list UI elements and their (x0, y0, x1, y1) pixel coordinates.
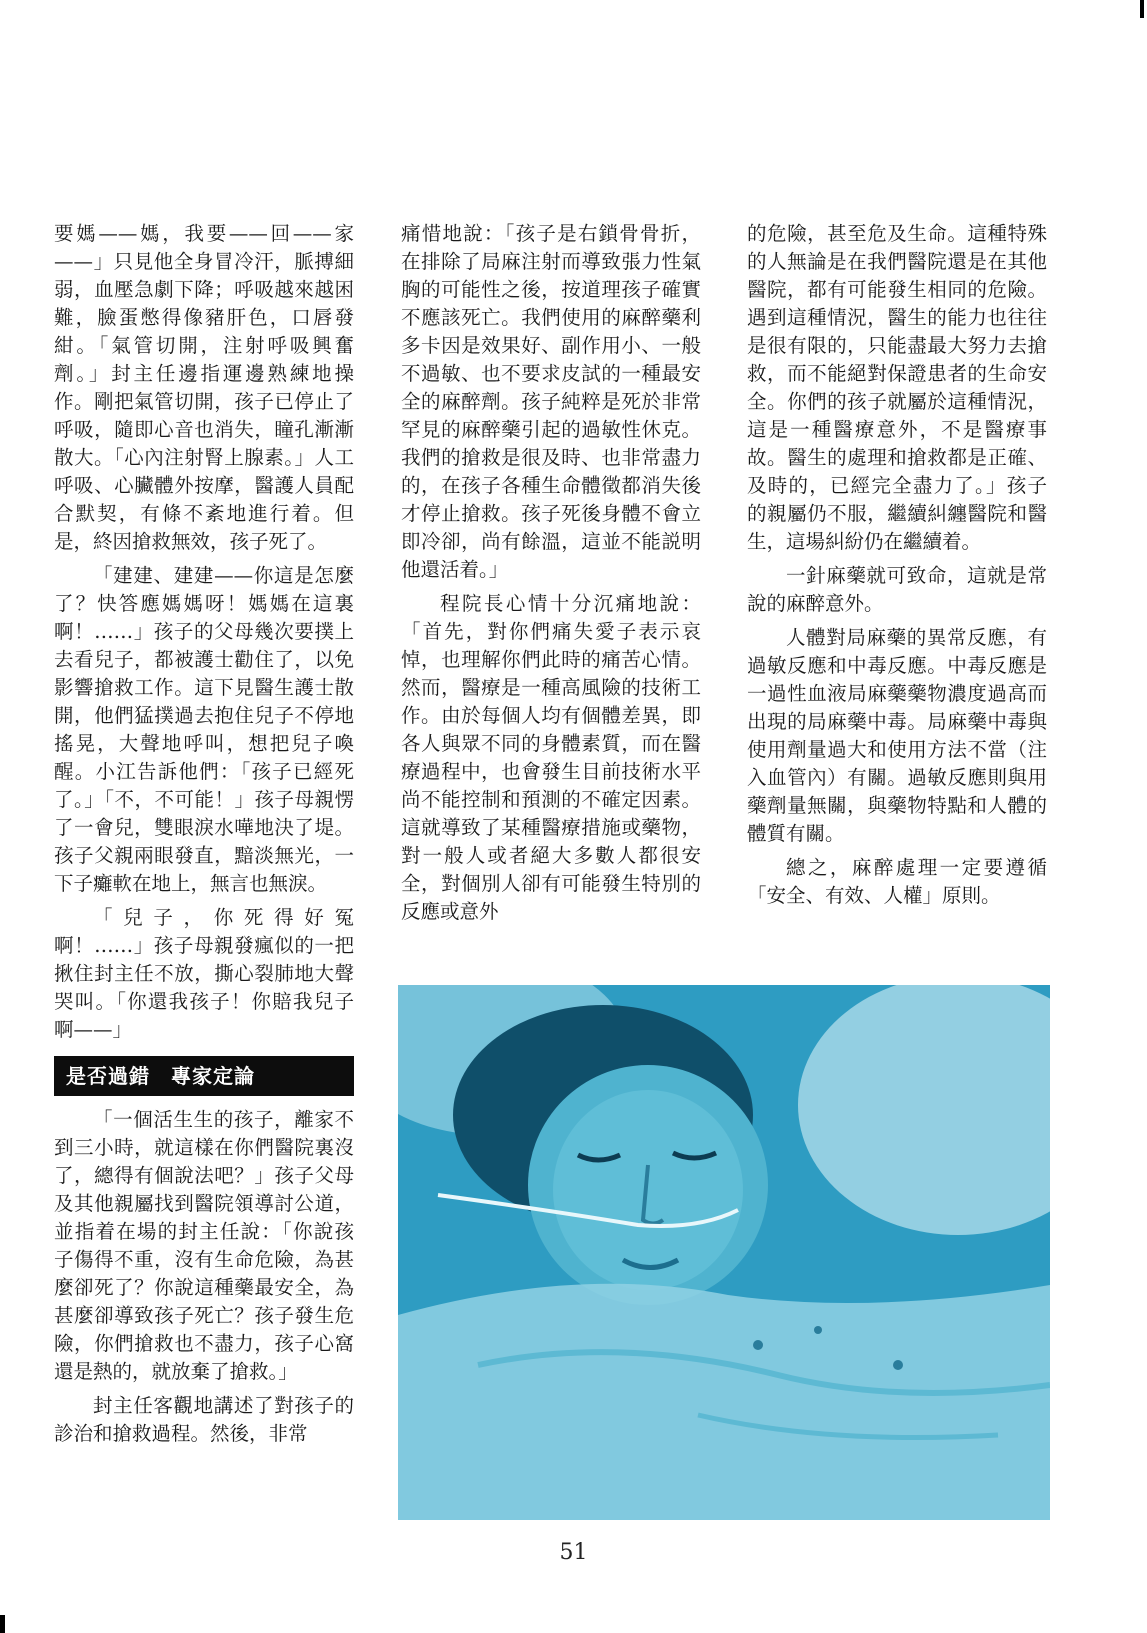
middle-column (401, 220, 701, 932)
paragraph: 的危險，甚至危及生命。這種特殊的人無論是在我們醫院還是在其他醫院，都有可能發生相同的危險。遇到這種情況，醫生的能力也往往是很有限的，只能盡最大努力去搶救，而不能絕對保證患者的生命安全。你們的孩子就屬於這種情況，這是一種醫療意外，不是醫療事故。醫生的處理和搶救都是正確、及時的，已經完全盡力了。」孩子的親屬仍不服，繼續糾纏醫院和醫生，這場糾紛仍在繼續着。 (747, 222, 1047, 553)
paragraph: 程院長心情十分沉痛地說：「首先，對你們痛失愛子表示哀悼，也理解你們此時的痛苦心情。然而，醫療是一種高風險的技術工作。由於每個人均有個體差異，即各人與眾不同的身體素質，而在醫療過程中，也會發生目前技術水平尚不能控制和預測的不確定因素。這就導致了某種醫療措施或藥物，對一般人或者絕大多數人都很安全，對個別人卻有可能發生特別的反應或意外 (401, 592, 701, 923)
patient-photo-illustration (398, 985, 1050, 1520)
paragraph: 「兒子，你死得好冤啊！……」孩子母親發瘋似的一把揪住封主任不放，撕心裂肺地大聲哭叫。「你還我孩子！你賠我兒子啊——」 (54, 906, 354, 1041)
paragraph: 總之，麻醉處理一定要遵循「安全、有效、人權」原則。 (747, 856, 1047, 907)
paragraph: 痛惜地說：「孩子是右鎖骨骨折，在排除了局麻注射而導致張力性氣胸的可能性之後，按道理孩子確實不應該死亡。我們使用的麻醉藥利多卡因是效果好、副作用小、一般不過敏、也不要求皮試的一種最安全的麻醉劑。孩子純粹是死於非常罕見的麻醉藥引起的過敏性休克。我們的搶救是很及時、也非常盡力的，在孩子各種生命體徵都消失後才停止搶救。孩子死後身體不會立即冷卻，尚有餘溫，這並不能説明他還活着。」 (401, 222, 701, 581)
paragraph: 要媽——媽，我要——回——家——」只見他全身冒冷汗，脈搏細弱，血壓急劇下降；呼吸越來越困難，臉蛋憋得像豬肝色，口唇發紺。「氣管切開，注射呼吸興奮劑。」封主任邊指運邊熟練地操作。剛把氣管切開，孩子已停止了呼吸，隨即心音也消失，瞳孔漸漸散大。「心內注射腎上腺素。」人工呼吸、心臟體外按摩，醫護人員配合默契，有條不紊地進行着。但是，終因搶救無效，孩子死了。 (54, 222, 354, 553)
page-number: 51 (559, 1540, 588, 1565)
paragraph: 封主任客觀地講述了對孩子的診治和搶救過程。然後，非常 (54, 1394, 354, 1445)
paragraph: 一針麻藥就可致命，這就是常說的麻醉意外。 (747, 564, 1047, 615)
paragraph: 「建建、建建——你這是怎麼了？快答應媽媽呀！媽媽在這裏啊！……」孩子的父母幾次要撲上去看兒子，都被護士勸住了，以免影響搶救工作。這下見醫生護士散開，他們猛撲過去抱住兒子不停地搖晃，大聲地呼叫，想把兒子喚醒。小江告訴他們：「孩子已經死了。」「不，不可能！」孩子母親愣了一會兒，雙眼淚水嘩地決了堤。孩子父親兩眼發直，黯淡無光，一下子癱軟在地上，無言也無淚。 (54, 564, 354, 895)
scan-edge-mark (1140, 0, 1144, 18)
paragraph: 「一個活生生的孩子，離家不到三小時，就這樣在你們醫院裏沒了，總得有個說法吧？」孩子父母及其他親屬找到醫院領導討公道，並指着在場的封主任說：「你說孩子傷得不重，沒有生命危險，為甚麼卻死了？你說這種藥最安全，為甚麼卻導致孩子死亡？孩子發生危險，你們搶救也不盡力，孩子心窩還是熱的，就放棄了搶救。」 (54, 1108, 354, 1383)
paragraph: 人體對局麻藥的異常反應，有過敏反應和中毒反應。中毒反應是一過性血液局麻藥藥物濃度過高而出現的局麻藥中毒。局麻藥中毒與使用劑量過大和使用方法不當（注入血管內）有關。過敏反應則與用藥劑量無關，與藥物特點和人體的體質有關。 (747, 626, 1047, 845)
right-column (747, 220, 1047, 916)
left-column (54, 220, 354, 1454)
patient-photo (398, 985, 1050, 1520)
scan-edge-mark (0, 1615, 5, 1633)
section-heading: 是否過錯 專家定論 (54, 1056, 354, 1096)
